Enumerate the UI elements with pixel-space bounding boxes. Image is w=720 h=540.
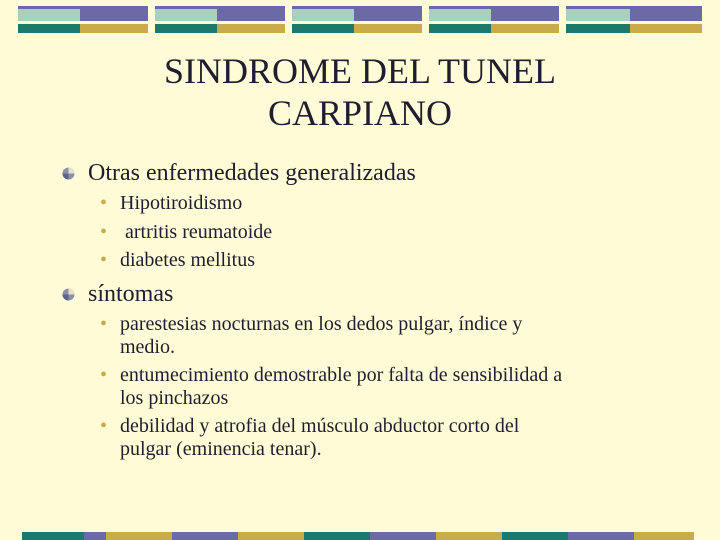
deco-tile — [155, 6, 285, 34]
list-item — [0, 415, 720, 461]
heading-text: síntomas — [88, 281, 174, 307]
list-item-text: artritis reumatoide — [120, 221, 273, 243]
bullet-dot-icon: • — [100, 249, 108, 271]
sphere-bullet-icon — [62, 288, 75, 301]
bullet-dot-icon: • — [100, 313, 108, 335]
top-decorative-band — [18, 6, 702, 34]
deco-tile — [292, 6, 422, 34]
deco-tile — [566, 6, 702, 34]
sphere-bullet-icon — [62, 167, 75, 180]
slide-title-line-1: SINDROME DEL TUNEL — [164, 51, 556, 91]
slide-title-line-2: CARPIANO — [267, 93, 453, 133]
deco-tile — [18, 6, 148, 34]
list-item-text: Hipotiroidismo — [120, 192, 243, 214]
list-item-text-line-2: pulgar (eminencia tenar). — [120, 438, 322, 460]
bottom-decorative-band — [22, 532, 694, 540]
list-item-text: diabetes mellitus — [120, 249, 255, 271]
list-item-text-line-2: los pinchazos — [120, 387, 229, 409]
bullet-dot-icon: • — [100, 221, 108, 243]
list-item-text-line-1: parestesias nocturnas en los dedos pulgar, índice y — [120, 313, 523, 335]
bullet-dot-icon: • — [100, 364, 108, 386]
deco-tile — [429, 6, 559, 34]
slide-title — [0, 50, 720, 134]
list-item-text-line-2: medio. — [120, 336, 175, 358]
bullet-dot-icon: • — [100, 415, 108, 437]
list-item-text-line-1: entumecimiento demostrable por falta de sensibilidad a — [120, 364, 563, 386]
bullet-dot-icon: • — [100, 192, 108, 214]
list-item — [0, 313, 720, 359]
heading-text: Otras enfermedades generalizadas — [88, 160, 416, 186]
list-item-text-line-1: debilidad y atrofia del músculo abductor corto del — [120, 415, 520, 437]
list-item — [0, 364, 720, 410]
